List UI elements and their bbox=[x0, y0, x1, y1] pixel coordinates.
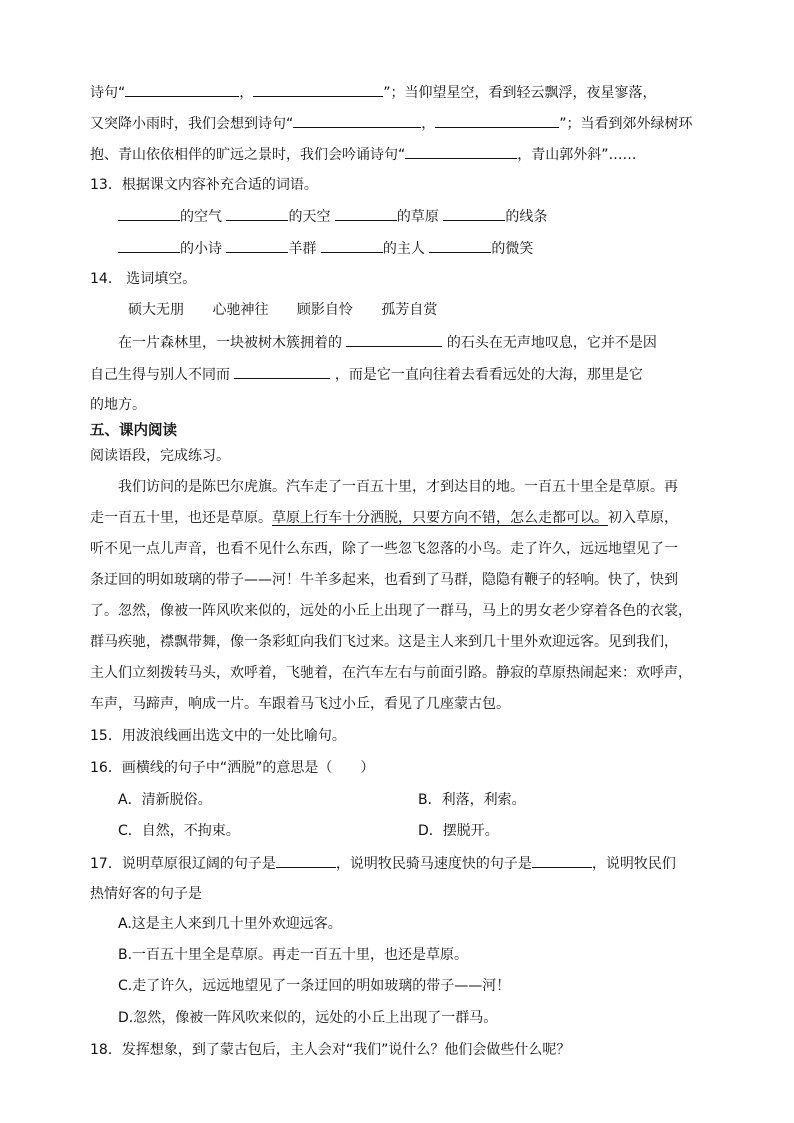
answer-blank[interactable] bbox=[405, 144, 517, 159]
answer-blank[interactable] bbox=[226, 206, 288, 221]
q15-stem: 15．用波浪线画出选文中的一处比喻句。 bbox=[90, 728, 346, 744]
q16-option-c[interactable]: C．自然，不拘束。 bbox=[118, 823, 240, 839]
answer-blank[interactable] bbox=[118, 238, 180, 253]
text: 的空气 bbox=[180, 209, 222, 225]
underlined-sentence: 草原上行车十分洒脱，只要方向不错，怎么走都可以。 bbox=[272, 510, 608, 526]
poem-line-2 bbox=[90, 113, 693, 134]
text: 的主人 bbox=[382, 241, 425, 257]
q16-stem: 16．画横线的句子中“洒脱”的意思是（ ） bbox=[90, 760, 375, 776]
passage-line: 车声，马蹄声，响成一片。车跟着马飞过小丘，看见了几座蒙古包。 bbox=[90, 696, 510, 712]
answer-blank[interactable] bbox=[253, 82, 383, 97]
q13-stem: 13．根据课文内容补充合适的词语。 bbox=[90, 177, 318, 193]
text: ，青山郭外斜”…… bbox=[517, 147, 637, 163]
answer-blank[interactable] bbox=[226, 238, 288, 253]
text: ，说明牧民们 bbox=[591, 856, 676, 872]
answer-blank[interactable] bbox=[293, 113, 421, 128]
text: ，说明牧民骑马速度快的句子是 bbox=[335, 856, 532, 872]
answer-blank[interactable] bbox=[346, 332, 442, 347]
word-option: 心驰神往 bbox=[212, 302, 269, 318]
passage-line: 我们访问的是陈巴尔虎旗。汽车走了一百五十里，才到达目的地。一百五十里全是草原。再 bbox=[118, 479, 678, 495]
answer-blank[interactable] bbox=[125, 82, 239, 97]
text: 17．说明草原很辽阔的句子是 bbox=[90, 856, 276, 872]
text: 又突降小雨时，我们会想到诗句“ bbox=[90, 116, 294, 132]
q13-row-1 bbox=[118, 206, 547, 227]
q17-stem-line-2: 热情好客的句子是 bbox=[90, 886, 202, 902]
answer-blank[interactable] bbox=[429, 238, 491, 253]
word-option: 顾影自怜 bbox=[296, 302, 353, 318]
passage-line: 条迂回的明如玻璃的带子——河！牛羊多起来，也看到了马群，隐隐有鞭子的轻响。快了，快到 bbox=[90, 572, 678, 588]
q14-para-line-3: 的地方。 bbox=[90, 397, 146, 413]
answer-blank[interactable] bbox=[435, 113, 559, 128]
text: 走一百五十里，也还是草原。 bbox=[90, 510, 272, 526]
section-title: 五、课内阅读 bbox=[90, 423, 177, 439]
text: 的小诗 bbox=[180, 241, 222, 257]
q17-option-b[interactable]: B.一百五十里全是草原。再走一百五十里，也还是草原。 bbox=[118, 947, 469, 963]
passage-line: 群马疾驰，襟飘带舞，像一条彩虹向我们飞过来。这是主人来到几十里外欢迎远客。见到我们， bbox=[90, 634, 678, 650]
q14-word-bank bbox=[128, 300, 437, 320]
q14-stem: 14． 选词填空。 bbox=[90, 271, 197, 287]
text: 抱、青山依依相伴的旷远之景时，我们会吟诵诗句“ bbox=[90, 147, 406, 163]
text: 自己生得与别人不同而 bbox=[90, 367, 230, 383]
answer-blank[interactable] bbox=[321, 238, 383, 253]
text: 初入草原， bbox=[608, 510, 678, 526]
q17-stem-line-1 bbox=[90, 853, 676, 874]
passage-line: 听不见一点儿声音，也看不见什么东西，除了一些忽飞忽落的小鸟。走了许久，远远地望见了一 bbox=[90, 541, 678, 557]
answer-blank[interactable] bbox=[532, 853, 592, 868]
answer-blank[interactable] bbox=[443, 206, 505, 221]
answer-blank[interactable] bbox=[234, 364, 330, 379]
text: 的草原 bbox=[396, 209, 439, 225]
q17-option-a[interactable]: A.这是主人来到几十里外欢迎远客。 bbox=[118, 916, 342, 932]
passage-line bbox=[90, 508, 678, 528]
q16-option-b[interactable]: B．利落，利索。 bbox=[418, 792, 526, 808]
q18-stem: 18．发挥想象，到了蒙古包后，主人会对“我们”说什么？他们会做些什么呢？ bbox=[90, 1042, 571, 1058]
text: ， bbox=[421, 116, 436, 132]
passage-line: 主人们立刻拨转马头，欢呼着，飞驰着，在汽车左右与前面引路。静寂的草原热闹起来：欢呼声， bbox=[90, 665, 692, 681]
answer-blank[interactable] bbox=[118, 206, 180, 221]
text: 的微笑 bbox=[491, 241, 534, 257]
q16-option-d[interactable]: D．摆脱开。 bbox=[418, 823, 499, 839]
word-option: 硕大无朋 bbox=[128, 302, 184, 318]
text: 的石头在无声地叹息，它并不是因 bbox=[446, 335, 657, 351]
q17-option-d[interactable]: D.忽然，像被一阵风吹来似的，远处的小丘上出现了一群马。 bbox=[118, 1010, 498, 1026]
q16-option-a[interactable]: A．清新脱俗。 bbox=[118, 792, 212, 808]
text: ，而是它一直向往着去看看远处的大海，那里是它 bbox=[334, 367, 643, 383]
text: 在一片森林里，一块被树木簇拥着的 bbox=[118, 335, 342, 351]
text: ， bbox=[239, 85, 254, 101]
answer-blank[interactable] bbox=[276, 853, 336, 868]
passage-line: 了。忽然，像被一阵风吹来似的，远处的小丘上出现了一群马，马上的男女老少穿着各色的衣裳， bbox=[90, 603, 692, 619]
poem-line-3 bbox=[90, 144, 637, 165]
poem-line-1 bbox=[90, 82, 657, 103]
text: 的天空 bbox=[288, 209, 331, 225]
section-instruction: 阅读语段，完成练习。 bbox=[90, 448, 230, 464]
q14-para-line-1 bbox=[118, 332, 657, 353]
q17-option-c[interactable]: C.走了许久，远远地望见了一条迂回的明如玻璃的带子——河！ bbox=[118, 978, 511, 994]
answer-blank[interactable] bbox=[335, 206, 397, 221]
text: 的线条 bbox=[505, 209, 548, 225]
text: ”；当仰望星空，看到轻云飘浮，夜星寥落， bbox=[383, 85, 657, 101]
text: 诗句“ bbox=[90, 85, 126, 101]
word-option: 孤芳自赏 bbox=[381, 302, 438, 318]
q14-para-line-2 bbox=[90, 364, 643, 385]
text: ”；当看到郊外绿树环 bbox=[559, 116, 693, 132]
text: 羊群 bbox=[288, 241, 317, 257]
q13-row-2 bbox=[118, 238, 533, 259]
